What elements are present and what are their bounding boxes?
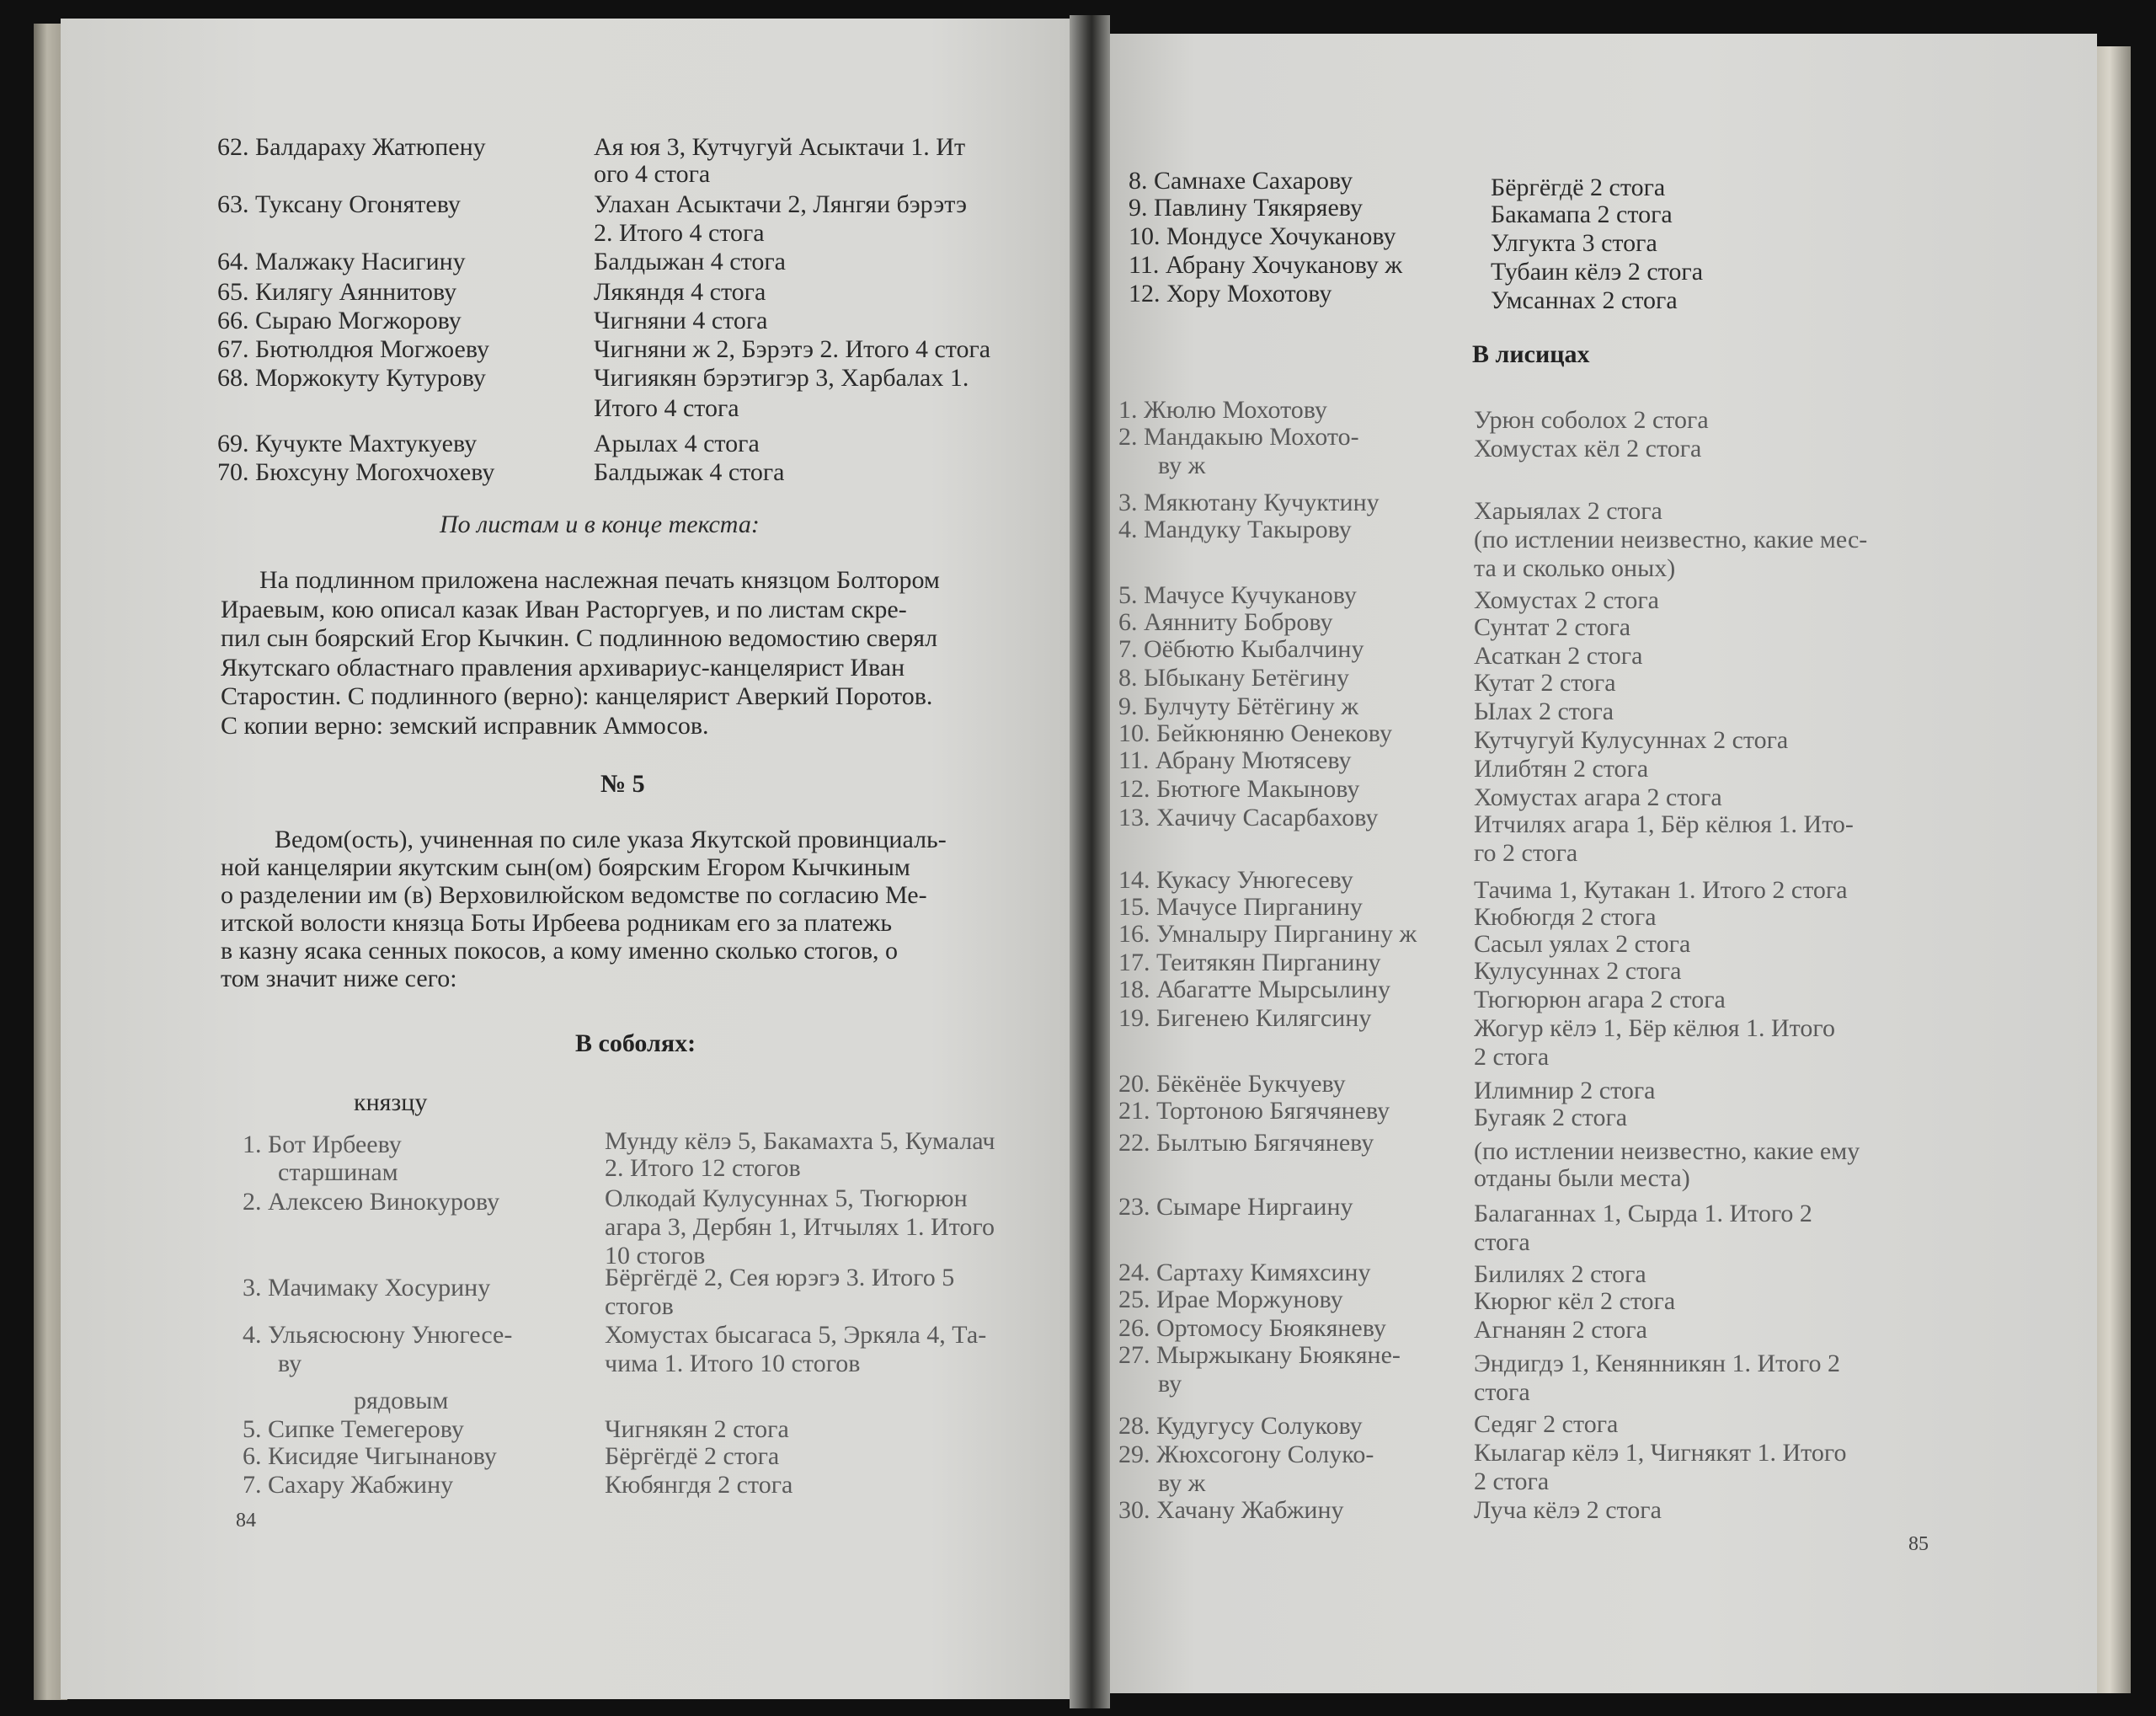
entry-name: 8. Ыбыкану Бетёгину xyxy=(1118,664,1349,692)
entry-name: 12. Хору Мохотову xyxy=(1129,280,1332,307)
entry-name: 12. Бютюге Макынову xyxy=(1118,775,1360,803)
entry-name: 19. Бигенею Килягсину xyxy=(1118,1004,1372,1032)
entry-name: 13. Хачичу Сасарбахову xyxy=(1118,804,1379,831)
entry-name: 66. Сыраю Могжорову xyxy=(217,307,462,334)
entry-place: Тубаин кёлэ 2 стога xyxy=(1491,258,1704,286)
entry-name: 5. Мачусе Кучуканову xyxy=(1118,581,1357,609)
entry-place: Итого 4 стога xyxy=(594,394,739,422)
entry-name: 10. Мондусе Хочуканову xyxy=(1129,222,1396,250)
entry-name: 68. Моржокуту Кутурову xyxy=(217,364,486,392)
entry-place: стога xyxy=(1474,1228,1530,1256)
entry-place: 2 стога xyxy=(1474,1043,1550,1071)
page-number: 84 xyxy=(236,1510,256,1532)
entry-place: Тюгюрюн агара 2 стога xyxy=(1474,986,1726,1013)
entry-name: ву ж xyxy=(1158,1469,1206,1497)
entry-name: ву xyxy=(1158,1370,1182,1398)
entry-place: Урюн соболох 2 стога xyxy=(1474,406,1709,434)
entry-place: стога xyxy=(1474,1378,1530,1406)
entry-name: 4. Мандуку Такырову xyxy=(1118,516,1352,543)
entry-name: 22. Былтыю Бягячяневу xyxy=(1118,1129,1374,1157)
entry-place: Умсаннах 2 стога xyxy=(1491,286,1678,314)
paragraph-line: Ираевым, кою описал казак Иван Расторгуев, и по листам скре- xyxy=(221,595,907,623)
entry-place: Харыялах 2 стога xyxy=(1474,497,1662,525)
sub-heading: рядовым xyxy=(354,1387,449,1414)
entry-name: 9. Павлину Тякяряеву xyxy=(1129,194,1363,222)
entry-name: 63. Туксану Огонятеву xyxy=(217,190,461,218)
entry-name: 15. Мачусе Пирганину xyxy=(1118,893,1363,921)
paragraph-line: ной канцелярии якутским сын(ом) боярским Егором Кычкиным xyxy=(221,853,910,881)
entry-place: Бёргёгдё 2 стога xyxy=(1491,174,1666,201)
entry-name: 25. Ирае Моржунову xyxy=(1118,1286,1343,1313)
paragraph-line: в казну ясака сенных покосов, а кому именно сколько стогов, о xyxy=(221,937,899,965)
entry-place: Илибтян 2 стога xyxy=(1474,755,1649,783)
entry-place: Билилях 2 стога xyxy=(1474,1260,1646,1288)
page-number: 85 xyxy=(1908,1533,1929,1555)
entry-place: Бугаяк 2 стога xyxy=(1474,1104,1628,1131)
entry-name: ву ж xyxy=(1158,452,1206,479)
entry-name: 6. Кисидяе Чигынанову xyxy=(243,1442,497,1470)
entry-name: 11. Абрану Хочуканову ж xyxy=(1129,251,1403,279)
entry-name: 2. Алексею Винокурову xyxy=(243,1188,500,1216)
entry-name: 1. Жюлю Мохотову xyxy=(1118,396,1327,424)
entry-place: Сасыл уялах 2 стога xyxy=(1474,930,1691,958)
entry-place: Арылах 4 стога xyxy=(594,430,760,457)
entry-place: 2. Итого 4 стога xyxy=(594,219,765,247)
paragraph-line: Ведом(ость), учиненная по силе указа Якутской провинциаль- xyxy=(275,826,947,853)
entry-name: 30. Хачану Жабжину xyxy=(1118,1496,1344,1524)
entry-place: та и сколько оных) xyxy=(1474,554,1676,582)
entry-place: Луча кёлэ 2 стога xyxy=(1474,1496,1662,1524)
entry-place: Улахан Асыктачи 2, Лянгяи бэрэтэ xyxy=(594,190,968,218)
entry-place: Итчилях агара 1, Бёр кёлюя 1. Ито- xyxy=(1474,810,1854,838)
entry-place: Лякяндя 4 стога xyxy=(594,278,766,306)
entry-place: Ылах 2 стога xyxy=(1474,698,1614,725)
entry-place: Асаткан 2 стога xyxy=(1474,642,1643,670)
entry-place: Бёргёгдё 2, Сея юрэгэ 3. Итого 5 xyxy=(605,1264,955,1291)
entry-place: Чигнякян 2 стога xyxy=(605,1415,789,1443)
entry-place: го 2 стога xyxy=(1474,839,1578,867)
entry-name: 6. Аянниту Боброву xyxy=(1118,608,1333,636)
entry-name: 7. Сахару Жабжину xyxy=(243,1471,454,1499)
entry-place: (по истлении неизвестно, какие ему xyxy=(1474,1137,1860,1165)
entry-name: 26. Ортомосу Бюякяневу xyxy=(1118,1314,1386,1342)
entry-name: 29. Жюхсогону Солуко- xyxy=(1118,1441,1374,1468)
entry-place: Балдыжак 4 стога xyxy=(594,458,785,486)
entry-name: 65. Килягу Аяннитову xyxy=(217,278,457,306)
section-heading: В соболях: xyxy=(575,1029,696,1057)
entry-place: Олкодай Кулусуннах 5, Тюгюрюн xyxy=(605,1184,968,1212)
entry-place: Балаганнах 1, Сырда 1. Итого 2 xyxy=(1474,1200,1812,1227)
entry-name: 1. Бот Ирбееву xyxy=(243,1131,402,1158)
paragraph-line: том значит ниже сего: xyxy=(221,965,457,992)
entry-name: 67. Бютюлдюя Могжоеву xyxy=(217,335,489,363)
entry-place: Бакамапа 2 стога xyxy=(1491,200,1673,228)
entry-name: 27. Мыржыкану Бюякяне- xyxy=(1118,1341,1401,1369)
entry-place: Кутчугуй Кулусуннах 2 стога xyxy=(1474,726,1789,754)
entry-name: 16. Умналыру Пирганину ж xyxy=(1118,920,1417,948)
entry-name: 5. Сипке Темегерову xyxy=(243,1415,464,1443)
entry-place: Кулусуннах 2 стога xyxy=(1474,957,1682,985)
section-heading: В лисицах xyxy=(1472,340,1590,368)
entry-place: Кылагар кёлэ 1, Чигнякят 1. Итого xyxy=(1474,1439,1847,1467)
entry-place: Бёргёгдё 2 стога xyxy=(605,1442,780,1470)
entry-place: Хомустах агара 2 стога xyxy=(1474,783,1722,811)
entry-place: Мунду кёлэ 5, Бакамахта 5, Кумалач xyxy=(605,1127,995,1155)
entry-place: отданы были места) xyxy=(1474,1164,1690,1192)
entry-place: чима 1. Итого 10 стогов xyxy=(605,1350,861,1377)
paragraph-line: итской волости князца Боты Ирбеева родникам его за платежь xyxy=(221,909,893,937)
entry-name: 64. Малжаку Насигину xyxy=(217,248,466,275)
sub-heading: князцу xyxy=(354,1088,428,1116)
entry-name: 8. Самнахе Сахарову xyxy=(1129,167,1353,195)
entry-place: Чигняни 4 стога xyxy=(594,307,768,334)
entry-name: 11. Абрану Мютясеву xyxy=(1118,746,1352,774)
entry-place: 2. Итого 12 стогов xyxy=(605,1154,801,1182)
entry-name: 10. Бейкюняню Оенекову xyxy=(1118,719,1392,747)
entry-name: 69. Кучукте Махтукуеву xyxy=(217,430,478,457)
entry-place: Кюбюгдя 2 стога xyxy=(1474,903,1657,931)
entry-name: 7. Оёбютю Кыбалчину xyxy=(1118,635,1364,663)
right-page xyxy=(1095,34,2097,1693)
entry-place: Сунтат 2 стога xyxy=(1474,613,1631,641)
paragraph-line: о разделении им (в) Верховилюйском ведомстве по согласию Ме- xyxy=(221,881,927,909)
entry-name: 21. Тортоною Бягячяневу xyxy=(1118,1097,1390,1125)
entry-place: Чигняни ж 2, Бэрэтэ 2. Итого 4 стога xyxy=(594,335,991,363)
entry-place: агара 3, Дербян 1, Итчылях 1. Итого xyxy=(605,1213,995,1241)
entry-place: Балдыжан 4 стога xyxy=(594,248,786,275)
entry-name: ву xyxy=(278,1350,302,1377)
entry-place: Улгукта 3 стога xyxy=(1491,229,1657,257)
entry-place: стогов xyxy=(605,1292,674,1320)
entry-place: Ая юя 3, Кутчугуй Асыктачи 1. Ит xyxy=(594,133,966,161)
number-heading: № 5 xyxy=(600,770,645,798)
entry-place: Хомустах бысагаса 5, Эркяла 4, Та- xyxy=(605,1321,987,1349)
entry-name: 9. Булчуту Бётёгину ж xyxy=(1118,692,1359,720)
entry-name: 3. Мякютану Кучуктину xyxy=(1118,489,1380,516)
entry-place: Илимнир 2 стога xyxy=(1474,1077,1656,1104)
entry-place: Тачима 1, Кутакан 1. Итого 2 стога xyxy=(1474,876,1848,904)
entry-place: Хомустах 2 стога xyxy=(1474,586,1659,614)
entry-name: 28. Кудугусу Солукову xyxy=(1118,1412,1363,1440)
paragraph-line: На подлинном приложена наслежная печать князцом Болтором xyxy=(259,566,940,594)
left-page xyxy=(61,19,1084,1699)
entry-place: 10 стогов xyxy=(605,1242,706,1270)
entry-name: 18. Абагатте Мырсылину xyxy=(1118,976,1390,1003)
book-gutter xyxy=(1070,15,1110,1708)
entry-place: Хомустах кёл 2 стога xyxy=(1474,435,1702,462)
entry-place: 2 стога xyxy=(1474,1467,1550,1495)
paragraph-line: С копии верно: земский исправник Аммосов. xyxy=(221,711,709,740)
entry-name: 20. Бёкёнёе Букчуеву xyxy=(1118,1070,1346,1098)
entry-name: 14. Кукасу Унюгесеву xyxy=(1118,866,1353,894)
paragraph-line: пил сын боярский Егор Кычкин. С подлинною ведомостию сверял xyxy=(221,624,938,652)
entry-place: Агнанян 2 стога xyxy=(1474,1316,1647,1344)
entry-name: 17. Теитякян Пирганину xyxy=(1118,949,1381,976)
paragraph-line: Старостин. С подлинного (верно): канцелярист Аверкий Поротов. xyxy=(221,682,933,710)
entry-name: 4. Ульясюсюну Унюгесе- xyxy=(243,1321,513,1349)
entry-name: 62. Балдараху Жатюпену xyxy=(217,133,486,161)
entry-name: 24. Сартаху Кимяхсину xyxy=(1118,1259,1371,1286)
entry-name: старшинам xyxy=(278,1158,398,1186)
entry-place: Седяг 2 стога xyxy=(1474,1410,1619,1438)
entry-place: Кюбянгдя 2 стога xyxy=(605,1471,793,1499)
entry-place: Кюрюг кёл 2 стога xyxy=(1474,1287,1676,1315)
entry-place: ого 4 стога xyxy=(594,160,711,188)
entry-place: (по истлении неизвестно, какие мес- xyxy=(1474,526,1868,553)
entry-place: Эндигдэ 1, Кенянникян 1. Итого 2 xyxy=(1474,1350,1840,1377)
entry-name: 23. Сымаре Ниргаину xyxy=(1118,1193,1353,1221)
entry-place: Жогур кёлэ 1, Бёр кёлюя 1. Итого xyxy=(1474,1014,1835,1042)
entry-name: 3. Мачимаку Хосурину xyxy=(243,1274,491,1302)
entry-place: Кутат 2 стога xyxy=(1474,669,1616,697)
italic-heading: По листам и в конце текста: xyxy=(440,511,760,538)
entry-name: 2. Мандакыю Мохото- xyxy=(1118,423,1359,451)
paragraph-line: Якутскаго областнаго правления архивариус-канцелярист Иван xyxy=(221,653,905,682)
entry-name: 70. Бюхсуну Могохчохеву xyxy=(217,458,495,486)
entry-place: Чигиякян бэрэтигэр 3, Харбалах 1. xyxy=(594,364,969,392)
